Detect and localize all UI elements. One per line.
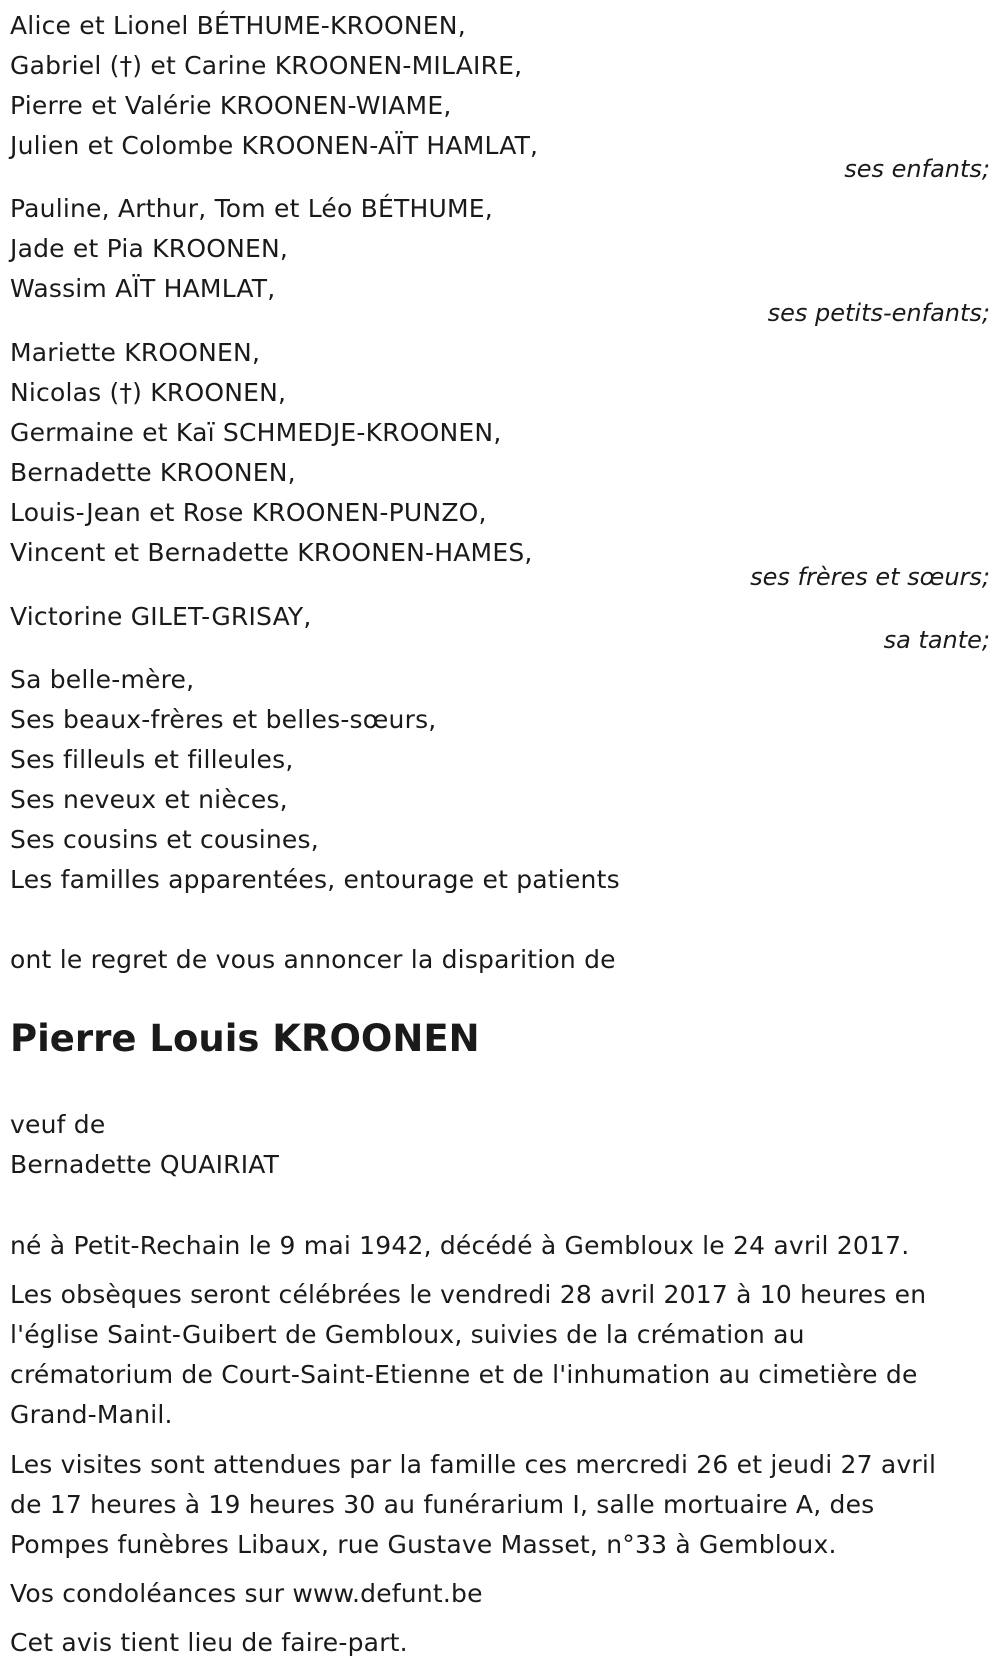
others-line-3: Ses filleuls et filleules, xyxy=(10,745,294,774)
others-line-6: Les familles apparentées, entourage et patients xyxy=(10,865,620,894)
birth-death-text: né à Petit-Rechain le 9 mai 1942, décédé à Gembloux le 24 avril 2017. xyxy=(10,1231,910,1260)
spouse-block xyxy=(10,1105,990,1185)
others-line-1: Sa belle-mère, xyxy=(10,665,195,694)
others-line-4: Ses neveux et nièces, xyxy=(10,785,288,814)
aunt-line: Victorine GILET-GRISAY, xyxy=(10,602,312,631)
grandchildren-line-2: Jade et Pia KROONEN, xyxy=(10,234,289,263)
siblings-line-2: Nicolas (†) KROONEN, xyxy=(10,378,287,407)
children-line-3: Pierre et Valérie KROONEN-WIAME, xyxy=(10,91,452,120)
condolences-text: Vos condoléances sur www.defunt.be xyxy=(10,1579,483,1608)
grandchildren-line-1: Pauline, Arthur, Tom et Léo BÉTHUME, xyxy=(10,194,493,223)
children-role: ses enfants; xyxy=(844,155,990,183)
widower-of-label: veuf de xyxy=(10,1110,106,1139)
siblings-line-5: Louis-Jean et Rose KROONEN-PUNZO, xyxy=(10,498,487,527)
others-list xyxy=(10,660,990,900)
grandchildren-role: ses petits-enfants; xyxy=(767,299,990,327)
grandchildren-line-3: Wassim AÏT HAMLAT, xyxy=(10,274,276,303)
spouse-name: Bernadette QUAIRIAT xyxy=(10,1150,280,1179)
siblings-line-3: Germaine et Kaï SCHMEDJE-KROONEN, xyxy=(10,418,502,447)
children-line-1: Alice et Lionel BÉTHUME-KROONEN, xyxy=(10,11,466,40)
siblings-line-6: Vincent et Bernadette KROONEN-HAMES, xyxy=(10,538,533,567)
siblings-line-4: Bernadette KROONEN, xyxy=(10,458,296,487)
children-list xyxy=(10,6,990,166)
children-line-4: Julien et Colombe KROONEN-AÏT HAMLAT, xyxy=(10,131,539,160)
closing-text: Cet avis tient lieu de faire-part. xyxy=(10,1628,408,1657)
announcement-block xyxy=(10,940,990,980)
others-line-5: Ses cousins et cousines, xyxy=(10,825,319,854)
siblings-line-1: Mariette KROONEN, xyxy=(10,338,261,367)
visits-text: Les visites sont attendues par la famille ces mercredi 26 et jeudi 27 avril de 17 heures à 19 heures 30 au funérarium I, salle mortuaire A, des Pompes funèbres Libaux, rue Gustave Masset, n°33 à Gembloux. xyxy=(10,1450,937,1559)
aunt-block xyxy=(10,597,990,637)
grandchildren-list xyxy=(10,189,990,309)
children-line-2: Gabriel (†) et Carine KROONEN-MILAIRE, xyxy=(10,51,523,80)
siblings-list xyxy=(10,333,990,573)
announcement-text: ont le regret de vous annoncer la disparition de xyxy=(10,945,616,974)
funeral-text: Les obsèques seront célébrées le vendredi 28 avril 2017 à 10 heures en l'église Saint-Guibert de Gembloux, suivies de la crémation au crématorium de Court-Saint-Etienne et de l'inhumation au cimetière de Grand-Manil. xyxy=(10,1280,927,1429)
others-line-2: Ses beaux-frères et belles-sœurs, xyxy=(10,705,437,734)
deceased-name: Pierre Louis KROONEN xyxy=(10,1017,480,1060)
aunt-role: sa tante; xyxy=(883,626,990,654)
siblings-role: ses frères et sœurs; xyxy=(750,563,990,591)
